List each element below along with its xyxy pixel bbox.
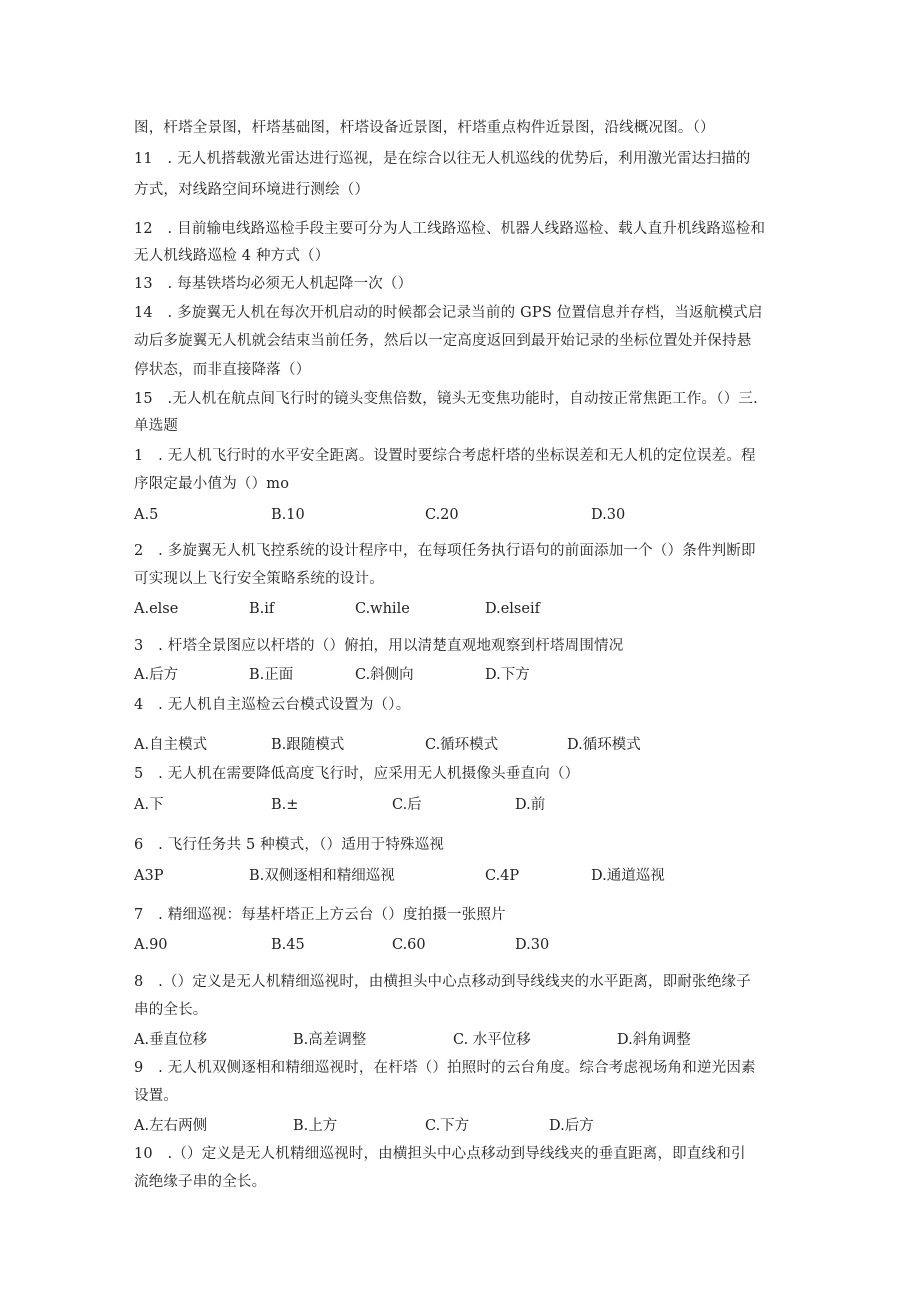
sc-q2-option-b: B.if: [249, 601, 275, 617]
sc-q7-line1: 7 . 精细巡视：每基杆塔正上方云台（）度拍摄一张照片: [134, 907, 506, 923]
q12-line1: 12 . 目前输电线路巡检手段主要可分为人工线路巡检、机器人线路巡检、载人直升机线路巡检和: [134, 221, 766, 237]
intro-line: 图，杆塔全景图，杆塔基础图，杆塔设备近景图，杆塔重点构件近景图，沿线概况图。（）: [134, 120, 715, 136]
q14-line3: 停状态，而非直接降落（）: [134, 362, 311, 378]
sc-q6-option-a: A3P: [134, 868, 164, 884]
sc-q6-option-b: B.双侧逐相和精细巡视: [249, 868, 395, 884]
sc-q4-line1: 4 . 无人机自主巡检云台模式设置为（）。: [134, 697, 411, 713]
sc-q3-option-d: D.下方: [485, 667, 530, 683]
sc-q7-option-b: B.45: [271, 937, 305, 953]
sc-q8-option-b: B.高差调整: [293, 1032, 367, 1048]
sc-q4-option-a: A.自主模式: [134, 737, 208, 753]
sc-q3-option-c: C.斜侧向: [355, 667, 414, 683]
q11-line1: 11 . 无人机搭载激光雷达进行巡视，是在综合以往无人机巡线的优势后，利用激光雷达扫描的: [134, 151, 751, 167]
sc-q4-option-c: C.循环模式: [425, 737, 499, 753]
sc-q8-option-c: C. 水平位移: [453, 1032, 531, 1048]
sc-q10-line1: 10 .（）定义是无人机精细巡视时，由横担头中心点移动到导线线夹的垂直距离，即直线和引: [134, 1146, 746, 1162]
sc-q5-option-c: C.后: [392, 797, 422, 813]
sc-q6-line1: 6 . 飞行任务共 5 种模式，（）适用于特殊巡视: [134, 837, 445, 853]
q14-line2: 动后多旋翼无人机就会结束当前任务，然后以一定高度返回到最开始记录的坐标位置处并保持悬: [134, 333, 752, 349]
q15-line2: 单选题: [134, 418, 179, 434]
sc-q1-option-a: A.5: [134, 507, 159, 523]
q12-line2: 无人机线路巡检 4 种方式（）: [134, 248, 330, 264]
sc-q3-line1: 3 . 杆塔全景图应以杆塔的（）俯拍，用以清楚直观地观察到杆塔周围情况: [134, 638, 624, 654]
sc-q1-option-b: B.10: [271, 507, 305, 523]
sc-q7-option-a: A.90: [134, 937, 168, 953]
sc-q8-line2: 串的全长。: [134, 1002, 208, 1018]
sc-q2-line1: 2 . 多旋翼无人机飞控系统的设计程序中，在每项任务执行语句的前面添加一个（）条件判断即: [134, 543, 756, 559]
sc-q2-option-c: C.while: [355, 601, 410, 617]
sc-q5-option-b: B.±: [271, 797, 299, 813]
sc-q9-line1: 9 . 无人机双侧逐相和精细巡视时，在杆塔（）拍照时的云台角度。综合考虑视场角和逆光因素: [134, 1060, 756, 1076]
sc-q8-option-d: D.斜角调整: [617, 1032, 691, 1048]
sc-q2-option-a: A.else: [134, 601, 179, 617]
sc-q8-option-a: A.垂直位移: [134, 1032, 208, 1048]
sc-q3-option-a: A.后方: [134, 667, 179, 683]
sc-q4-option-b: B.跟随模式: [271, 737, 345, 753]
sc-q7-option-c: C.60: [392, 937, 426, 953]
sc-q3-option-b: B.正面: [249, 667, 294, 683]
sc-q10-line2: 流绝缘子串的全长。: [134, 1174, 267, 1190]
q15-line1: 15 .无人机在航点间飞行时的镜头变焦倍数，镜头无变焦功能时，自动按正常焦距工作。（）三.: [134, 391, 758, 407]
sc-q9-option-b: B.上方: [293, 1118, 338, 1134]
sc-q1-option-c: C.20: [425, 507, 459, 523]
sc-q9-line2: 设置。: [134, 1088, 179, 1104]
sc-q7-option-d: D.30: [515, 937, 550, 953]
sc-q1-line1: 1 . 无人机飞行时的水平安全距离。设置时要综合考虑杆塔的坐标误差和无人机的定位误差。程: [134, 448, 756, 464]
sc-q1-option-d: D.30: [591, 507, 626, 523]
sc-q9-option-c: C.下方: [425, 1118, 470, 1134]
q14-line1: 14 . 多旋翼无人机在每次开机启动的时候都会记录当前的 GPS 位置信息并存档，当返航模式启: [134, 305, 763, 321]
q11-line2: 方式，对线路空间环境进行测绘（）: [134, 182, 370, 198]
sc-q6-option-d: D.通道巡视: [591, 868, 665, 884]
q13-line1: 13 . 每基铁塔均必须无人机起降一次（）: [134, 276, 413, 292]
sc-q5-line1: 5 . 无人机在需要降低高度飞行时，应采用无人机摄像头垂直向（）: [134, 766, 580, 782]
sc-q9-option-d: D.后方: [549, 1118, 594, 1134]
sc-q8-line1: 8 .（）定义是无人机精细巡视时，由横担头中心点移动到导线线夹的水平距离，即耐张绝缘子: [134, 974, 751, 990]
sc-q2-option-d: D.elseif: [485, 601, 540, 617]
sc-q5-option-a: A.下: [134, 797, 164, 813]
sc-q1-line2: 序限定最小值为（）mo: [134, 476, 290, 492]
sc-q2-line2: 可实现以上飞行安全策略系统的设计。: [134, 571, 384, 587]
sc-q6-option-c: C.4P: [485, 868, 520, 884]
sc-q4-option-d: D.循环模式: [567, 737, 641, 753]
sc-q5-option-d: D.前: [515, 797, 546, 813]
sc-q9-option-a: A.左右两侧: [134, 1118, 208, 1134]
